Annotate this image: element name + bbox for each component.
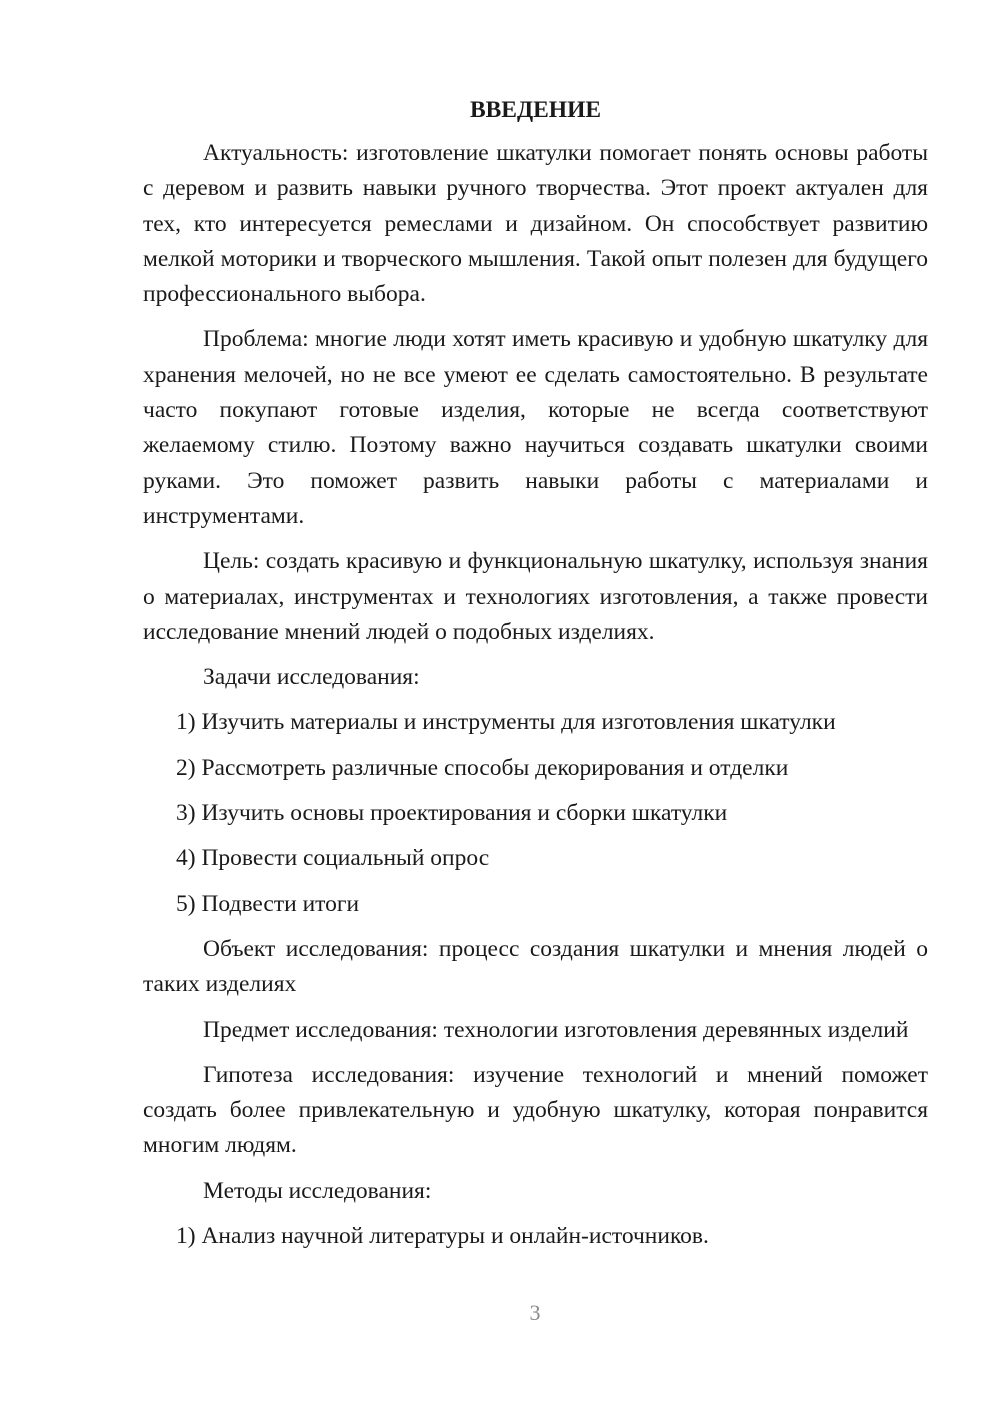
task-item: 4) Провести социальный опрос — [176, 845, 490, 872]
method-item: 1) Анализ научной литературы и онлайн-источников. — [176, 1223, 709, 1250]
object-paragraph: Объект исследования: процесс создания шкатулки и мнения людей о таких изделиях — [143, 935, 928, 998]
hypothesis-paragraph: Гипотеза исследования: изучение технологий и мнений поможет создать более привлекательную и удобную шкатулку, которая понравится многим людям. — [143, 1061, 928, 1159]
page-title: ВВЕДЕНИЕ — [469, 97, 602, 123]
subject-paragraph: Предмет исследования: технологии изготовления деревянных изделий — [203, 1016, 909, 1043]
task-item: 3) Изучить основы проектирования и сборки шкатулки — [176, 800, 728, 827]
tasks-heading: Задачи исследования: — [203, 664, 420, 691]
page-number: 3 — [529, 1300, 541, 1325]
methods-heading: Методы исследования: — [203, 1177, 432, 1204]
goal-paragraph: Цель: создать красивую и функциональную шкатулку, используя знания о материалах, инструментах и технологиях изготовления, а также провести исследование мнений людей о подобных изделиях. — [143, 548, 928, 645]
task-item: 5) Подвести итоги — [176, 890, 360, 917]
task-item: 2) Рассмотреть различные способы декорирования и отделки — [176, 754, 789, 781]
page-content — [143, 93, 928, 1264]
relevance-paragraph: Актуальность: изготовление шкатулки помогает понять основы работы с деревом и развить навыки ручного творчества. Этот проект актуален для тех, кто интересуется ремеслами и дизайном. Он способствует развитию мелкой моторики и творческого мышления. Такой опыт полезен для будущего профессионального выбора. — [143, 140, 928, 308]
task-item: 1) Изучить материалы и инструменты для изготовления шкатулки — [176, 709, 836, 736]
problem-paragraph: Проблема: многие люди хотят иметь красивую и удобную шкатулку для хранения мелочей, но не все умеют ее сделать самостоятельно. В результате часто покупают готовые изделия, которые не всегда соответствуют желаемому стилю. Поэтому важно научиться создавать шкатулки своими руками. Это поможет развить навыки работы с материалами и инструментами. — [143, 326, 928, 529]
